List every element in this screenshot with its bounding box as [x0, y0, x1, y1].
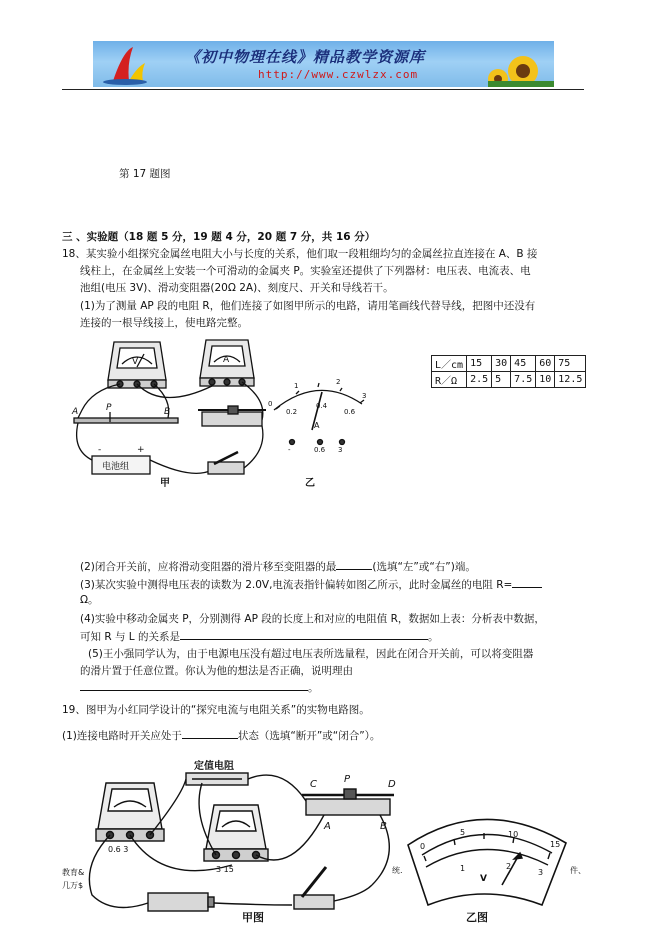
dial-terminal: 0.6: [314, 446, 326, 454]
overlap-text-right: 件、: [570, 866, 586, 875]
dial-tick: 10: [508, 830, 519, 839]
rheostat-a-label: A: [324, 821, 331, 832]
q19-circuit-figure: [62, 755, 602, 927]
voltmeter-label: V: [132, 357, 139, 367]
overlap-text-left-2: 几万$: [62, 881, 84, 890]
table-cell: 10: [536, 372, 555, 388]
dial-terminal: 3: [338, 446, 343, 454]
table-cell: 2.5: [467, 372, 492, 388]
rheostat-d-label: D: [388, 779, 396, 790]
switch-icon: [294, 867, 334, 909]
q18-part2-text-a: (2)闭合开关前，应将滑动变阻器的滑片移至变阻器的最: [80, 561, 337, 573]
q19-part1-text-b: 状态（选填“断开”或“闭合”）。: [237, 730, 381, 742]
rheostat-icon: [302, 789, 394, 815]
dial-tick: 1: [294, 382, 299, 390]
q18-part4-text-c: 。: [428, 631, 439, 643]
answer-blank[interactable]: [182, 727, 238, 739]
dial-tick: 5: [460, 828, 466, 837]
dial-unit-label: A: [314, 421, 320, 430]
resistor-label: 定值电阻: [194, 761, 234, 772]
q18-part5-text-c: 。: [308, 682, 319, 694]
overlap-text-mid: 统.: [392, 866, 403, 875]
terminal-a-label: A: [72, 407, 79, 417]
rheostat-c-label: C: [310, 779, 317, 790]
q18-part2-text-b: (选填“左”或“右”)端。: [372, 561, 476, 573]
table-cell: 75: [555, 356, 586, 372]
answer-blank[interactable]: [336, 558, 372, 570]
table-cell: 15: [467, 356, 492, 372]
overlap-text-left-1: 教育&: [62, 868, 85, 877]
svg-text:-: -: [98, 445, 102, 455]
ammeter-icon: [96, 783, 164, 841]
q18-part3-unit: Ω。: [80, 594, 99, 606]
q18-part4-text-b: 可知 R 与 L 的关系是: [80, 631, 180, 643]
dial-tick: 0: [268, 400, 273, 408]
q18-part1-line-1: (1)为了测量 AP 段的电阻 R，他们连接了如图甲所示的电路，请用笔画线代替导线，把图中还没有: [80, 300, 536, 312]
figure-yi-label: 乙图: [466, 911, 488, 924]
length-resistance-table: [431, 355, 586, 388]
banner-url[interactable]: http://www.czwlzx.com: [258, 68, 419, 81]
table-cell: 12.5: [555, 372, 586, 388]
dial-tick: 1: [460, 864, 466, 873]
answer-blank[interactable]: [512, 576, 542, 588]
q18-part3: [80, 576, 542, 593]
table-cell: 5: [492, 372, 511, 388]
section-heading: 三 、实验题（18 题 5 分，19 题 4 分，20 题 7 分，共 16 分）: [62, 231, 376, 243]
battery-label: 电池组: [102, 462, 130, 472]
table-cell: 45: [511, 356, 536, 372]
rheostat-b-label: B: [380, 821, 387, 832]
rheostat-icon: [198, 406, 266, 426]
answer-blank[interactable]: [80, 679, 308, 691]
dial-tick: 15: [550, 840, 561, 849]
battery-icon: [148, 893, 214, 911]
dial-tick: 3: [538, 868, 544, 877]
dial-tick: 0.2: [286, 408, 298, 416]
svg-text:+: +: [137, 445, 145, 455]
mid-meter-terminals: 3 15: [216, 865, 234, 874]
q18-part1-line-2: 连接的一根导线接上，使电路完整。: [80, 317, 248, 329]
q18-intro-line-3: 池组(电压 3V)、滑动变阻器(20Ω 2A)、刻度尺、开关和导线若干。: [80, 282, 394, 294]
q18-part4-line-2: [80, 628, 439, 645]
table-cell: L／cm: [432, 356, 467, 372]
switch-icon: [208, 452, 244, 474]
table-cell: 60: [536, 356, 555, 372]
q18-part4-line-1: (4)实验中移动金属夹 P，分别测得 AP 段的长度上和对应的电阻值 R，数据如上表：分析表中数据，: [80, 613, 545, 625]
table-cell: 30: [492, 356, 511, 372]
table-row: [432, 356, 586, 372]
voltmeter-dial-icon: [408, 819, 566, 905]
q18-intro-line-2: 线柱上，在金属丝上安装一个可滑动的金属夹 P。实验室还提供了下列器材：电压表、电流表、电: [80, 265, 531, 277]
fixed-resistor-icon: [186, 773, 248, 785]
q18-part5-line-2: 的滑片置于任意位置。你认为他的想法是否正确，说明理由: [80, 665, 353, 677]
left-meter-terminals: 0.6 3: [108, 845, 129, 854]
metal-wire-board: [74, 418, 178, 423]
ammeter-label: A: [223, 355, 230, 365]
dial-tick: 3: [362, 392, 367, 400]
q18-part5-line-1: (5)王小强同学认为，由于电源电压没有超过电压表所选量程，因此在闭合开关前，可以将变阻器: [88, 648, 534, 660]
dial-tick: 2: [506, 862, 512, 871]
figure-jia-label: 甲图: [242, 911, 264, 924]
table-cell: 7.5: [511, 372, 536, 388]
dial-tick: 0.4: [316, 402, 328, 410]
dial-unit-label: V: [480, 874, 487, 884]
q19-part1-text-a: (1)连接电路时开关应处于: [62, 730, 182, 742]
figure-yi-label: 乙: [305, 478, 315, 489]
clip-p-label: P: [106, 403, 112, 413]
q18-circuit-figure: [62, 330, 382, 490]
dial-tick: 0: [420, 842, 426, 851]
header-banner: [93, 41, 554, 87]
q19-intro: 19、图甲为小红同学设计的“探究电流与电阻关系”的实物电路图。: [62, 704, 370, 716]
q18-intro-line-1: 18、某实验小组探究金属丝电阻大小与长度的关系，他们取一段粗细均匀的金属丝拉直连接在 A、B 接: [62, 248, 538, 260]
table-cell: R／Ω: [432, 372, 467, 388]
terminal-b-label: B: [164, 407, 171, 417]
figure-jia-label: 甲: [160, 478, 170, 489]
header-divider: [62, 89, 584, 90]
dial-tick: 0.6: [344, 408, 356, 416]
q18-part2: [80, 558, 476, 575]
q18-part3-text-a: (3)某次实验中测得电压表的读数为 2.0V,电流表指针偏转如图乙所示，此时金属丝的电阻 R=: [80, 579, 513, 591]
answer-blank[interactable]: [180, 628, 428, 640]
table-row: [432, 372, 586, 388]
q18-part5-line-3: [80, 679, 319, 696]
dial-terminal: -: [288, 446, 291, 454]
dial-tick: 2: [336, 378, 341, 386]
rheostat-p-label: P: [344, 774, 351, 785]
banner-title: 《初中物理在线》精品教学资源库: [185, 48, 426, 66]
figure-17-caption: 第 17 题图: [119, 168, 171, 180]
q19-part1: [62, 727, 380, 744]
voltmeter-icon: [204, 805, 268, 861]
